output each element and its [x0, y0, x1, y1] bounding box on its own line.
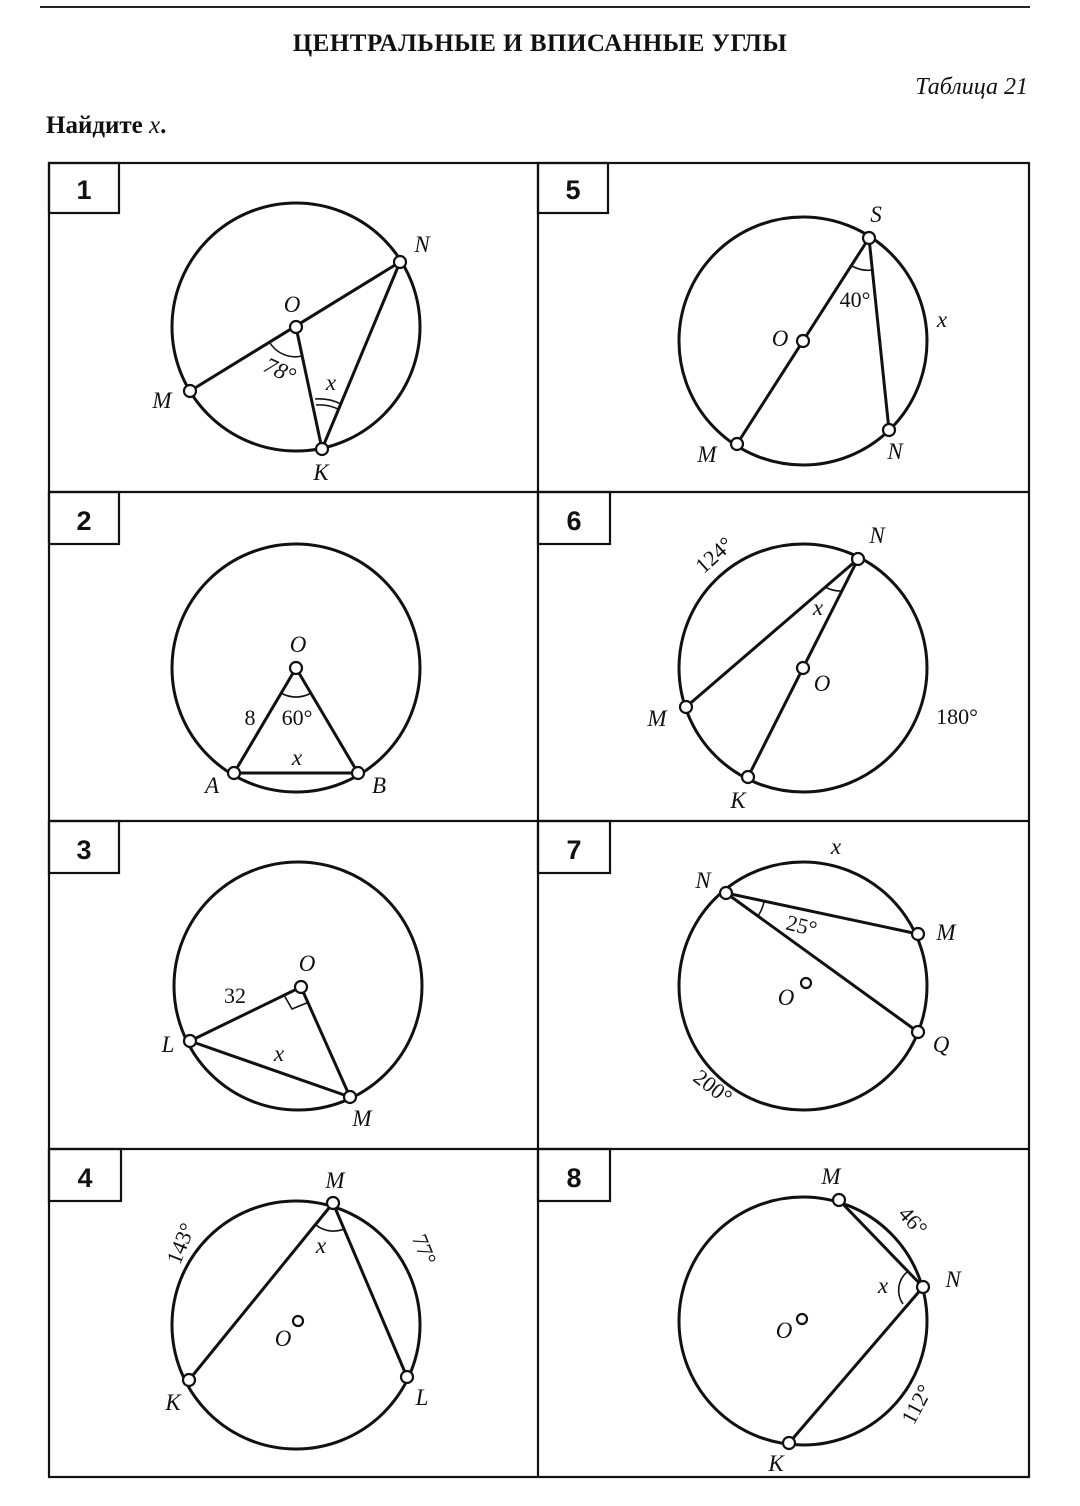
label-m: M [325, 1168, 345, 1193]
problem-number: 5 [565, 175, 581, 205]
angle-label-40: 40° [839, 287, 871, 312]
chord-nm [686, 559, 858, 707]
point-n [394, 256, 406, 268]
unknown-x: x [812, 595, 824, 620]
problem-4 [49, 1149, 442, 1449]
problem-2 [49, 492, 420, 798]
label-n: N [945, 1267, 961, 1292]
label-o: O [289, 632, 307, 657]
instruction-period: . [160, 112, 167, 139]
point-o [797, 1314, 807, 1324]
point-k [183, 1374, 195, 1386]
point-m [344, 1091, 356, 1103]
unknown-x: x [325, 370, 337, 395]
point-m [912, 928, 924, 940]
point-o [290, 662, 302, 674]
label-o: O [771, 326, 789, 351]
problem-number: 8 [566, 1163, 582, 1193]
point-o [290, 321, 302, 333]
point-n [883, 424, 895, 436]
point-s [863, 232, 875, 244]
label-o: O [298, 951, 316, 976]
label-m: M [697, 442, 717, 467]
chord-nk [322, 262, 400, 449]
angle-arc-mnk [899, 1272, 907, 1304]
point-n [852, 553, 864, 565]
point-n [720, 887, 732, 899]
side-label-8: 8 [244, 705, 256, 730]
point-o [293, 1316, 303, 1326]
label-a: A [204, 773, 220, 798]
point-n [917, 1281, 929, 1293]
point-l [401, 1371, 413, 1383]
label-m: M [936, 920, 956, 945]
side-label-32: 32 [224, 983, 246, 1008]
label-o: O [775, 1318, 793, 1343]
problem-8 [538, 1149, 962, 1476]
problem-number: 2 [76, 506, 92, 536]
arc-label-124: 124° [690, 531, 738, 579]
problem-number: 3 [76, 835, 92, 865]
segment-ok [296, 327, 322, 449]
problem-6 [538, 492, 978, 813]
label-n: N [887, 439, 903, 464]
problem-number: 7 [566, 835, 582, 865]
label-b: B [371, 773, 387, 798]
angle-arc-mnq [758, 902, 764, 916]
problem-7 [538, 821, 957, 1110]
angle-arc-mnk [825, 587, 843, 591]
page-title: ЦЕНТРАЛЬНЫЕ И ВПИСАННЫЕ УГЛЫ [292, 30, 788, 57]
label-k: K [730, 788, 746, 813]
label-n: N [695, 868, 711, 893]
label-o: O [813, 671, 831, 696]
radius-om [301, 987, 350, 1097]
unknown-x: x [936, 307, 948, 332]
angle-arc-nko-1 [316, 405, 338, 409]
point-q [912, 1026, 924, 1038]
label-q: Q [932, 1032, 950, 1057]
point-m [184, 385, 196, 397]
point-m [731, 438, 743, 450]
point-k [783, 1437, 795, 1449]
label-m: M [647, 706, 667, 731]
problem-1 [49, 163, 431, 485]
point-k [316, 443, 328, 455]
unknown-x: x [291, 745, 303, 770]
point-b [352, 767, 364, 779]
label-m: M [821, 1164, 841, 1189]
label-l: L [161, 1032, 175, 1057]
angle-arc-kml [316, 1225, 344, 1231]
angle-arc-aob [281, 693, 311, 697]
unknown-x: x [273, 1041, 285, 1066]
arc-label-46: 46° [893, 1201, 933, 1241]
label-o: O [274, 1326, 292, 1351]
unknown-x: x [877, 1273, 889, 1298]
problem-number: 6 [566, 506, 582, 536]
angle-label-78: 78° [259, 352, 300, 389]
problem-number: 1 [76, 175, 92, 205]
label-o: O [777, 985, 795, 1010]
angle-label-25: 25° [783, 909, 820, 942]
arc-label-200: 200° [688, 1064, 738, 1110]
point-o [797, 662, 809, 674]
point-k [742, 771, 754, 783]
arc-label-143: 143° [161, 1219, 201, 1268]
label-s: S [870, 202, 882, 227]
unknown-x: x [315, 1233, 327, 1258]
point-l [184, 1035, 196, 1047]
chord-lm [190, 1041, 350, 1097]
label-k: K [165, 1390, 181, 1415]
label-k: K [313, 460, 329, 485]
arc-label-180: 180° [936, 704, 978, 729]
problem-number: 4 [77, 1163, 93, 1193]
angle-arc-nko-2 [315, 399, 341, 404]
label-m: M [152, 388, 172, 413]
chord-mk [189, 1203, 333, 1380]
point-a [228, 767, 240, 779]
unknown-x: x [830, 834, 842, 859]
table-label: Таблица 21 [915, 74, 1028, 100]
instruction-variable: x [149, 112, 161, 139]
point-o [295, 981, 307, 993]
point-o [801, 978, 811, 988]
label-n: N [414, 232, 430, 257]
point-m [833, 1194, 845, 1206]
instruction-word: Найдите [46, 112, 143, 139]
arc-label-112: 112° [896, 1380, 938, 1429]
point-m [327, 1197, 339, 1209]
label-o: O [283, 292, 301, 317]
chord-ml [333, 1203, 407, 1377]
problem-5 [538, 163, 948, 467]
label-l: L [415, 1385, 429, 1410]
point-o [797, 335, 809, 347]
label-k: K [768, 1451, 784, 1476]
problem-3 [49, 821, 422, 1131]
label-m: M [352, 1106, 372, 1131]
angle-label-60: 60° [281, 705, 313, 730]
label-n: N [869, 523, 885, 548]
angle-arc-msn [852, 266, 872, 270]
chord-sn [869, 238, 889, 430]
arc-label-77: 77° [407, 1230, 442, 1269]
point-m [680, 701, 692, 713]
